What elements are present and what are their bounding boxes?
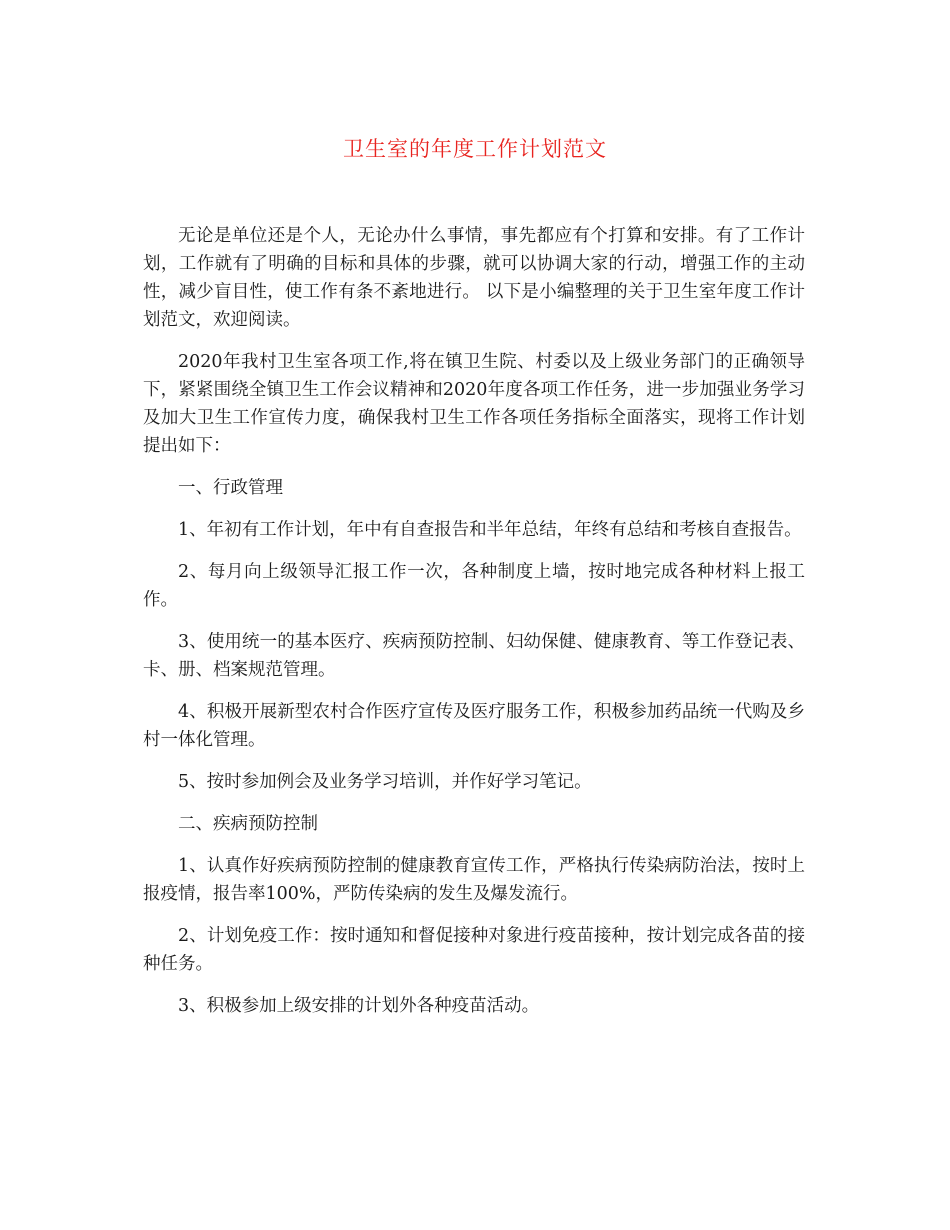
list-item: 2、每月向上级领导汇报工作一次，各种制度上墙，按时地完成各种材料上报工作。 <box>143 562 805 610</box>
list-item: 3、积极参加上级安排的计划外各种疫苗活动。 <box>178 996 540 1016</box>
list-item: 2、计划免疫工作：按时通知和督促接种对象进行疫苗接种，按计划完成各苗的接种任务。 <box>143 926 805 974</box>
list-item: 3、使用统一的基本医疗、疾病预防控制、妇幼保健、健康教育、等工作登记表、卡、册、档案规范管理。 <box>143 632 805 680</box>
section-heading-admin: 一、行政管理 <box>178 478 283 498</box>
list-item: 1、年初有工作计划，年中有自查报告和半年总结，年终有总结和考核自查报告。 <box>178 520 802 540</box>
paragraph-overview: 2020年我村卫生室各项工作,将在镇卫生院、村委以及上级业务部门的正确领导下，紧紧围绕全镇卫生工作会议精神和2020年度各项工作任务，进一步加强业务学习及加大卫生工作宣传力度，确保我村卫生工作各项任务指标全面落实，现将工作计划提出如下： <box>143 352 805 456</box>
list-item: 4、积极开展新型农村合作医疗宣传及医疗服务工作，积极参加药品统一代购及乡村一体化管理。 <box>143 702 805 750</box>
document-body <box>143 222 805 1034</box>
paragraph-intro: 无论是单位还是个人，无论办什么事情，事先都应有个打算和安排。有了工作计划，工作就有了明确的目标和具体的步骤，就可以协调大家的行动，增强工作的主动性，减少盲目性，使工作有条不紊地进行。 以下是小编整理的关于卫生室年度工作计划范文，欢迎阅读。 <box>143 226 805 330</box>
document-title: 卫生室的年度工作计划范文 <box>343 137 607 161</box>
list-item: 5、按时参加例会及业务学习培训，并作好学习笔记。 <box>178 772 592 792</box>
list-item: 1、认真作好疾病预防控制的健康教育宣传工作，严格执行传染病防治法，按时上报疫情，报告率100%，严防传染病的发生及爆发流行。 <box>143 856 805 904</box>
section-heading-disease-control: 二、疾病预防控制 <box>178 814 318 834</box>
